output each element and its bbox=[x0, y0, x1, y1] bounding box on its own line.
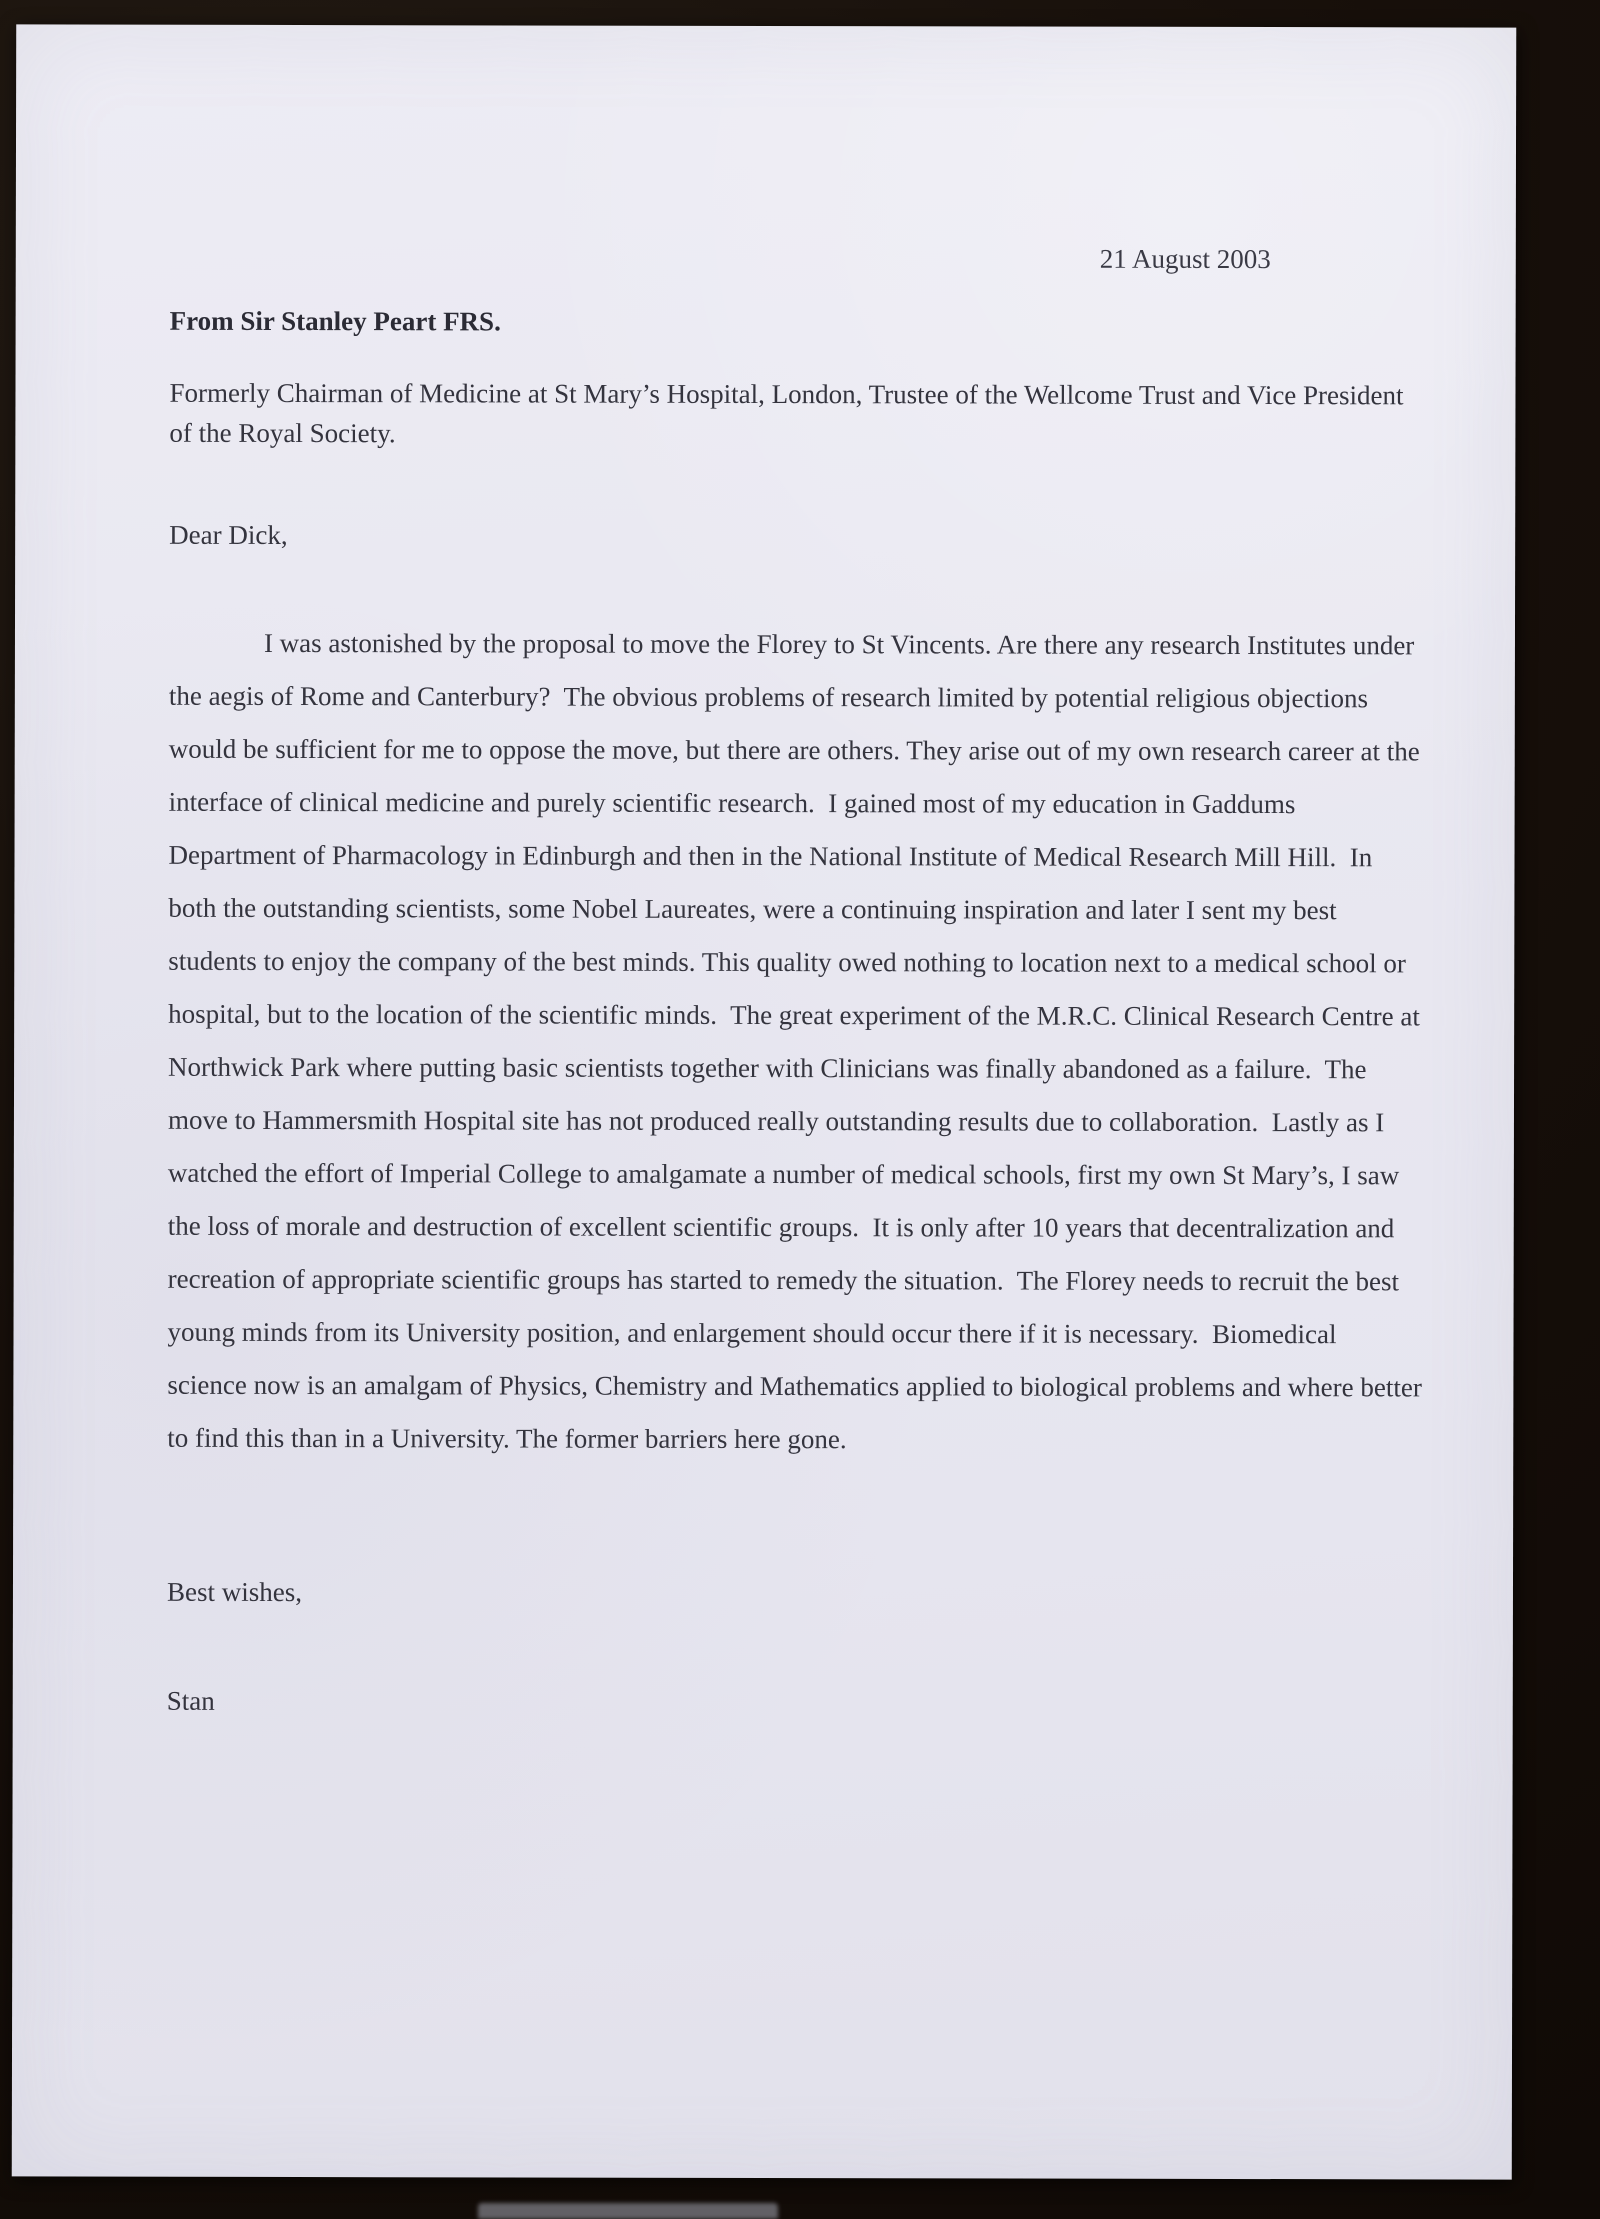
next-page-edge bbox=[478, 2203, 778, 2219]
letter-date: 21 August 2003 bbox=[1099, 243, 1271, 275]
letter-page bbox=[12, 24, 1517, 2179]
letter-closing: Best wishes, bbox=[166, 1576, 303, 1608]
letter-from-line: From Sir Stanley Peart FRS. bbox=[169, 305, 501, 337]
letter-salutation: Dear Dick, bbox=[169, 519, 288, 551]
letter-signature: Stan bbox=[166, 1685, 215, 1716]
letter-affiliation: Formerly Chairman of Medicine at St Mary’s Hospital, London, Trustee of the Wellcome Trust and Vice President of the Royal Society. bbox=[169, 377, 1404, 449]
letter-body: I was astonished by the proposal to move the Florey to St Vincents. Are there any research Institutes under the aegis of Rome and Canterbury? The obvious problems of research limited by potential religious objections would be sufficient for me to oppose the move, but there are others. They arise out of my own research career at the interface of clinical medicine and purely scientific research. I gained most of my education in Gaddums Department of Pharmacology in Edinburgh and then in the National Institute of Medical Research Mill Hill. In both the outstanding scientists, some Nobel Laureates, were a continuing inspiration and later I sent my best students to enjoy the company of the best minds. This quality owed nothing to location next to a medical school or hospital, but to the location of the scientific minds. The great experiment of the M.R.C. Clinical Research Centre at Northwick Park where putting basic scientists together with Clinicians was finally abandoned as a failure. The move to Hammersmith Hospital site has not produced really outstanding results due to collaboration. Lastly as I watched the effort of Imperial College to amalgamate a number of medical schools, first my own St Mary’s, I saw the loss of morale and destruction of excellent scientific groups. It is only after 10 years that decentralization and recreation of appropriate scientific groups has started to remedy the situation. The Florey needs to recruit the best young minds from its University position, and enlargement should occur there if it is necessary. Biomedical science now is an amalgam of Physics, Chemistry and Mathematics applied to biological problems and where better to find this than in a University. The former barriers here gone. bbox=[167, 627, 1429, 1455]
